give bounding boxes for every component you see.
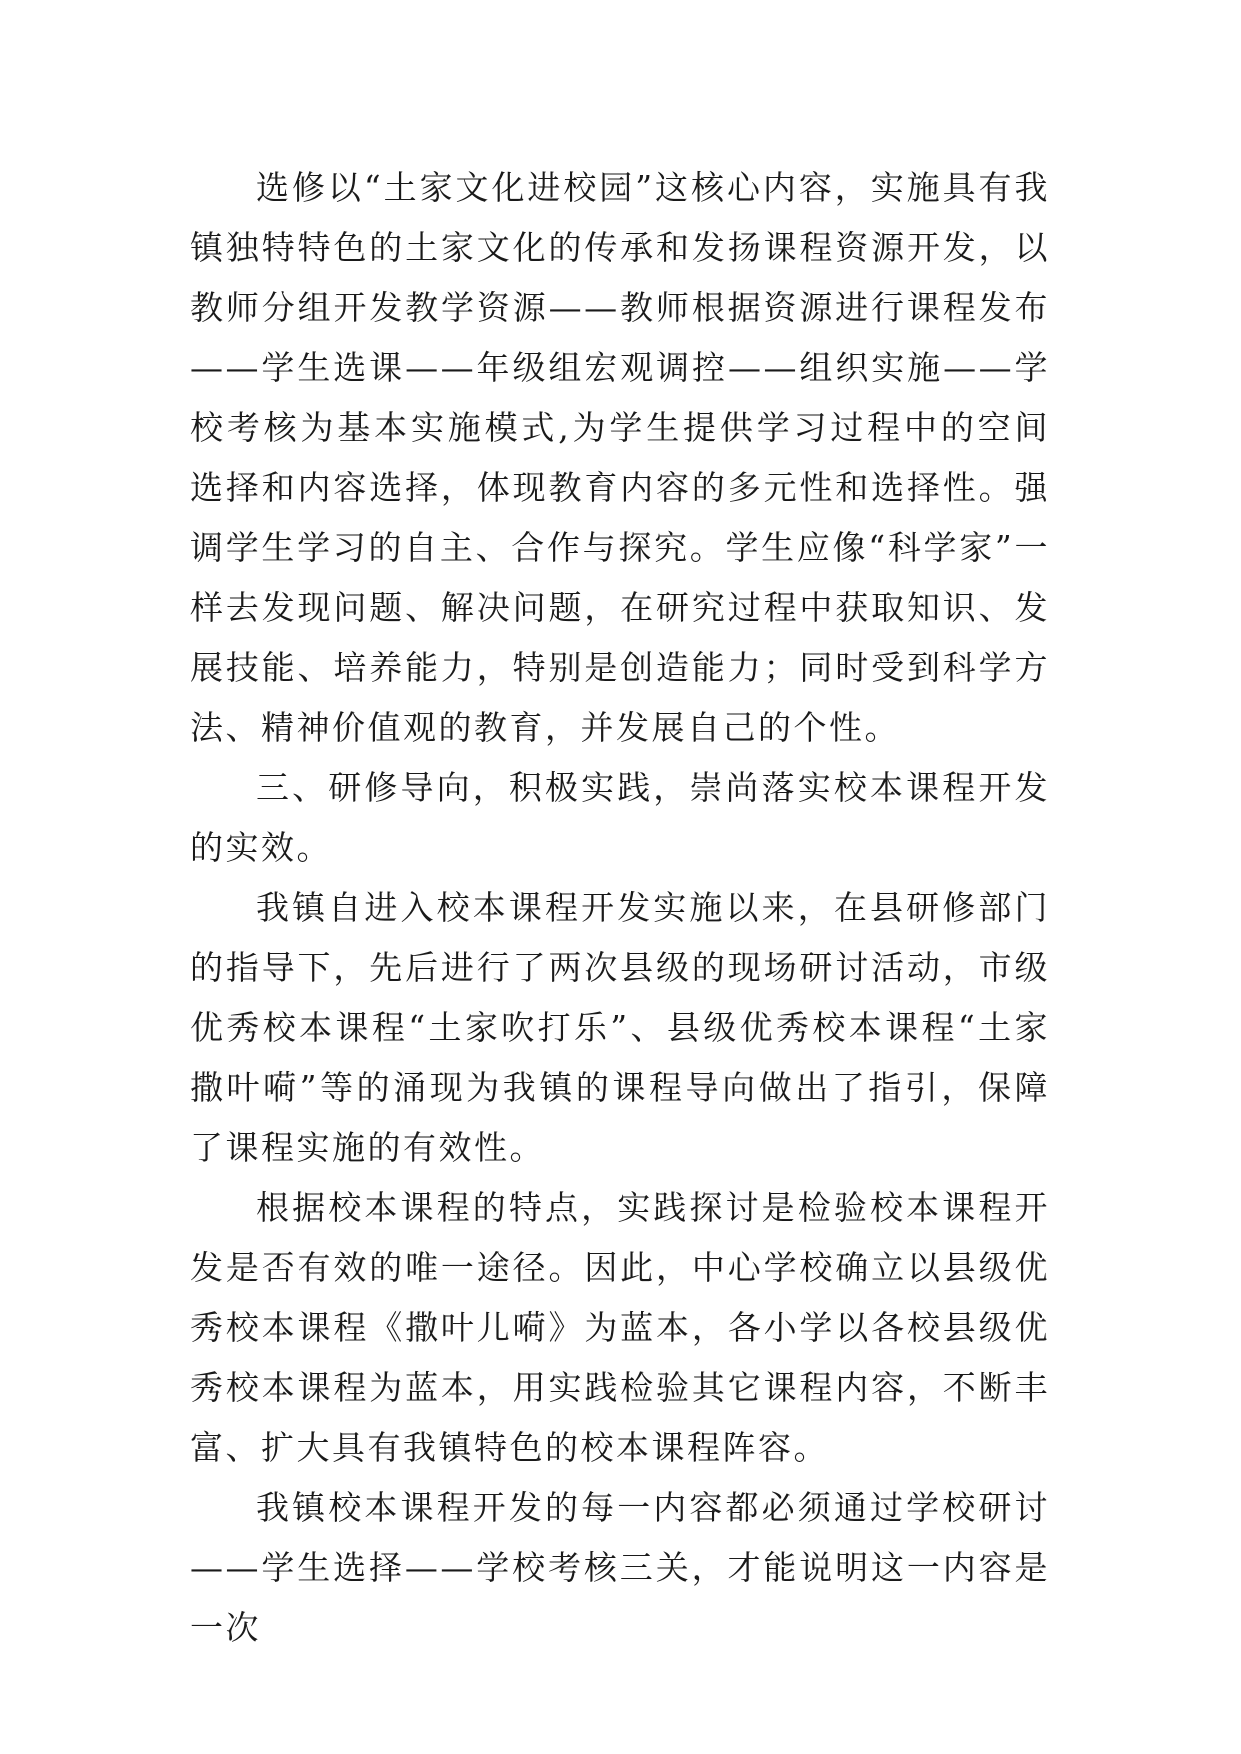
paragraph-three-checks: 我镇校本课程开发的每一内容都必须通过学校研讨——学生选择——学校考核三关，才能说明这一内容是一次 xyxy=(190,1488,1050,1647)
paragraph-elective-course: 选修以“土家文化进校园”这核心内容，实施具有我镇独特特色的土家文化的传承和发扬课程资源开发，以教师分组开发教学资源——教师根据资源进行课程发布——学生选课——年级组宏观调控——组织实施——学校考核为基本实施模式,为学生提供学习过程中的空间选择和内容选择，体现教育内容的多元性和选择性。强调学生学习的自主、合作与探究。学生应像“科学家”一样去发现问题、解决问题，在研究过程中获取知识、发展技能、培养能力，特别是创造能力；同时受到科学方法、精神价值观的教育，并发展自己的个性。 xyxy=(190,168,1050,747)
document-body xyxy=(190,158,1050,1658)
section-heading-three: 三、研修导向，积极实践，崇尚落实校本课程开发的实效。 xyxy=(190,768,1050,867)
paragraph-practice-exploration: 根据校本课程的特点，实践探讨是检验校本课程开发是否有效的唯一途径。因此，中心学校确立以县级优秀校本课程《撒叶儿嗬》为蓝本，各小学以各校县级优秀校本课程为蓝本，用实践检验其它课程内容，不断丰富、扩大具有我镇特色的校本课程阵容。 xyxy=(190,1188,1050,1467)
paragraph-implementation-history: 我镇自进入校本课程开发实施以来，在县研修部门的指导下，先后进行了两次县级的现场研讨活动，市级优秀校本课程“土家吹打乐”、县级优秀校本课程“土家撒叶嗬”等的涌现为我镇的课程导向做出了指引，保障了课程实施的有效性。 xyxy=(190,888,1050,1167)
